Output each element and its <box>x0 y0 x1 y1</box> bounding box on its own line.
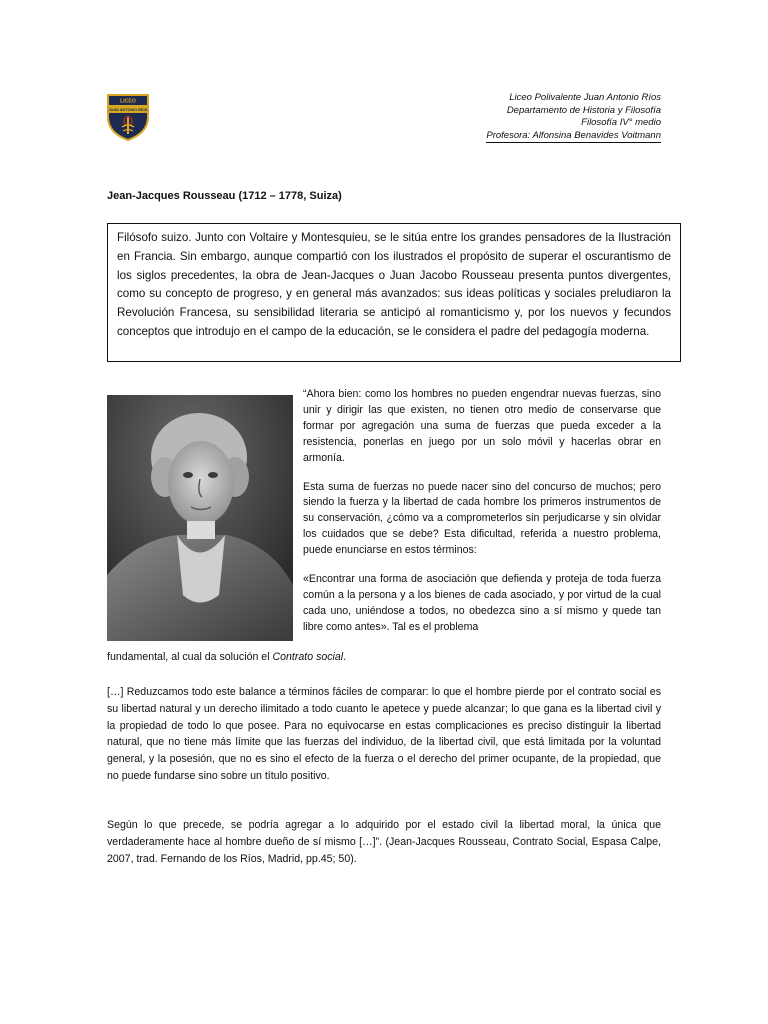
rousseau-portrait <box>107 395 293 641</box>
school-crest-logo <box>106 93 150 141</box>
quote-tail-italic: Contrato social <box>272 651 344 663</box>
teacher-name: Profesora: Alfonsina Benavides Voitmann <box>486 130 661 144</box>
page-title: Jean-Jacques Rousseau (1712 – 1778, Suiza) <box>107 190 342 202</box>
logo-top-text: LICEO <box>120 98 136 105</box>
paragraph-2: Según lo que precede, se podría agregar a lo adquirido por el estado civil la libertad moral, la única que verdaderamente hace al hombre dueño de sí mismo […]”. (Jean-Jacques Rousseau, Contrato Social, Espasa Calpe, 2007, trad. Fernando de los Ríos, Madrid, pp.45; 50). <box>107 819 661 865</box>
logo-band-text: JUAN ANTONIO RÍOS <box>108 108 148 112</box>
school-header <box>486 92 661 143</box>
institution-name: Liceo Polivalente Juan Antonio Ríos <box>509 92 661 103</box>
quote-paragraph-3: «Encontrar una forma de asociación que defienda y proteja de toda fuerza común a la persona y a los bienes de cada asociado, y por virtud de la cual cada uno, uniéndose a todos, no obedezca sino a sí mismo y quede tan libre como antes». Tal es el problema <box>303 573 661 633</box>
quote-paragraph-1: “Ahora bien: como los hombres no pueden engendrar nuevas fuerzas, sino unir y dirigir las que existen, no tienen otro medio de conservarse que formar por agregación una suma de fuerzas que pueda exceder a la resistencia, ponerlas en juego por un solo móvil y hacerlas obrar en armonía. <box>303 388 661 464</box>
paragraph-1: […] Reduzcamos todo este balance a términos fáciles de comparar: lo que el hombre pierde por el contrato social es su libertad natural y un derecho ilimitado a todo cuanto le apetece y puede alcanzar; lo que gana es la libertad civil y la propiedad de todo lo que posee. Para no equivocarse en estas complicaciones es preciso distinguir la libertad natural, que no tiene más límite que las fuerzas del individuo, de la libertad civil, que está limitada por la voluntad general, y la posesión, que no es sino el efecto de la fuerza o el derecho del primer ocupante, de la propiedad, que no puede fundarse sino sobre un título positivo. <box>107 686 661 782</box>
quote-block <box>303 387 661 636</box>
quote-paragraph-2: Esta suma de fuerzas no puede nacer sino del concurso de muchos; pero siendo la fuerza y la libertad de cada hombre los primeros instrumentos de su conservación, ¿cómo va a comprometerlos sin perjudicarse y sin olvidar los cuidados que se debe? Esta dificultad, referida a nuestro problema, puede enunciarse en estos términos: <box>303 480 661 557</box>
quote-tail <box>107 650 661 666</box>
biography-box: Filósofo suizo. Junto con Voltaire y Montesquieu, se le sitúa entre los grandes pensadores de la Ilustración en Francia. Sin embargo, aunque compartió con los ilustrados el propósito de superar el oscurantismo de los siglos precedentes, la obra de Jean-Jacques o Juan Jacobo Rousseau presenta puntos divergentes, como su concepto de progreso, y en general más avanzados: sus ideas políticas y sociales preludiaron la Revolución Francesa, su sensibilidad literaria se anticipó al romanticismo y, por los nuevos y fecundos conceptos que introdujo en el campo de la educación, se le considera el padre del pedagogía moderna. <box>107 223 681 362</box>
quote-tail-end: . <box>343 651 347 663</box>
department-name: Departamento de Historia y Filosofía <box>506 104 661 116</box>
course-name: Filosofía IV° medio <box>581 117 661 128</box>
quote-tail-text: fundamental, al cual da solución el <box>107 651 270 663</box>
